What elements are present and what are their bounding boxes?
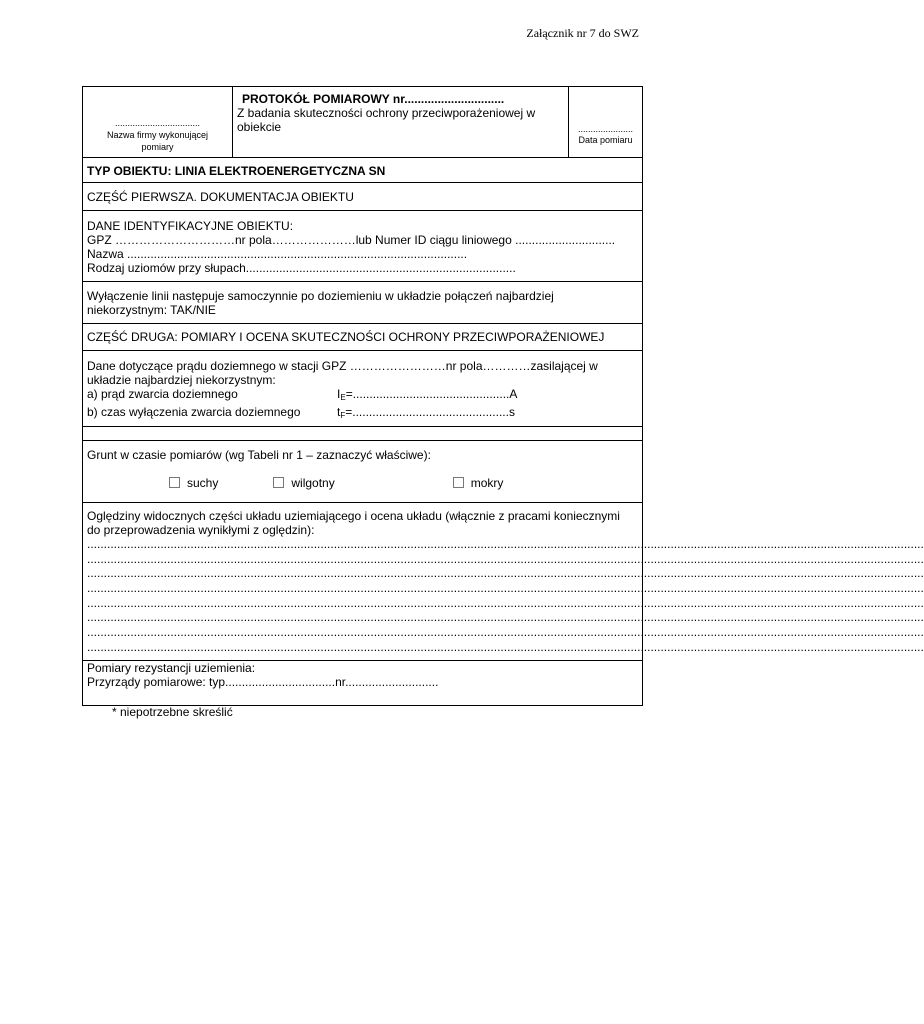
soil-option-moist[interactable]: wilgotny bbox=[273, 476, 334, 490]
name-line: Nazwa ...................................................................................................... bbox=[87, 247, 468, 261]
fault-current-row bbox=[87, 387, 638, 405]
identification-title: DANE IDENTYFIKACYJNE OBIEKTU: bbox=[87, 219, 294, 233]
attachment-label: Załącznik nr 7 do SWZ bbox=[526, 26, 639, 40]
checkbox-icon[interactable] bbox=[273, 477, 284, 488]
inspection-dots: ........................................................................................................................................................................................................................................................... bbox=[87, 610, 924, 625]
identification-section bbox=[83, 211, 642, 282]
earth-fault-section bbox=[83, 351, 642, 427]
disconnect-section bbox=[83, 282, 642, 324]
inspection-section bbox=[83, 503, 924, 661]
firm-dots: .................................. bbox=[114, 118, 201, 128]
checkbox-icon[interactable] bbox=[453, 477, 464, 488]
footnote: * niepotrzebne skreślić bbox=[112, 705, 233, 719]
inspection-dots: ........................................................................................................................................................................................................................................................... bbox=[87, 537, 924, 551]
firm-cell bbox=[83, 87, 233, 157]
spacer-row bbox=[83, 427, 642, 441]
soil-option-wet[interactable]: mokry bbox=[453, 476, 504, 490]
protocol-subtitle-2: obiekcie bbox=[237, 120, 282, 134]
date-dots: ...................... bbox=[577, 124, 633, 134]
measurement-protocol-form bbox=[82, 86, 924, 706]
date-label: Data pomiaru bbox=[578, 135, 633, 145]
inspection-dots: ........................................................................................................................................................................................................................................................... bbox=[87, 595, 924, 610]
inspection-dots: ........................................................................................................................................................................................................................................................... bbox=[87, 566, 924, 581]
date-cell bbox=[569, 87, 642, 157]
form-header bbox=[83, 87, 642, 158]
inspection-dots: ........................................................................................................................................................................................................................................................... bbox=[87, 581, 924, 596]
part-two-heading: CZĘŚĆ DRUGA: POMIARY I OCENA SKUTECZNOŚCI OCHRONY PRZECIWPORAŻENIOWEJ bbox=[83, 324, 642, 351]
fault-current-label: a) prąd zwarcia doziemnego bbox=[87, 387, 238, 401]
soil-options bbox=[87, 476, 638, 490]
protocol-subtitle: Z badania skuteczności ochrony przeciwporażeniowej w bbox=[237, 106, 536, 120]
soil-section bbox=[83, 441, 642, 503]
resistance-line-2: Przyrządy pomiarowe: typ.................................nr............................ bbox=[87, 675, 439, 689]
title-cell bbox=[233, 87, 569, 157]
fault-time-label: b) czas wyłączenia zwarcia doziemnego bbox=[87, 405, 301, 419]
earth-fault-line-2: układzie najbardziej niekorzystnym: bbox=[87, 373, 276, 387]
resistance-line-1: Pomiary rezystancji uziemienia: bbox=[87, 661, 256, 675]
checkbox-icon[interactable] bbox=[169, 477, 180, 488]
inspection-line-1: Oględziny widocznych części układu uziemiającego i ocena układu (włącznie z pracami koniecznymi bbox=[87, 509, 620, 523]
inspection-dots: ........................................................................................................................................................................................................................................................... bbox=[87, 551, 924, 566]
disconnect-line-2: niekorzystnym: TAK/NIE bbox=[87, 303, 216, 317]
fault-time-value: $t_F=...............................................s$ bbox=[337, 405, 515, 420]
part-one-heading: CZĘŚĆ PIERWSZA. DOKUMENTACJA OBIEKTU bbox=[83, 183, 642, 211]
fault-current-value: $I_E=...............................................A$ bbox=[337, 387, 518, 402]
inspection-dots: ........................................................................................................................................................................................................................................................... bbox=[87, 639, 924, 654]
fault-time-row bbox=[87, 405, 638, 423]
soil-option-dry[interactable]: suchy bbox=[169, 476, 218, 490]
soil-title: Grunt w czasie pomiarów (wg Tabeli nr 1 – zaznaczyć właściwe): bbox=[87, 448, 431, 462]
protocol-title: PROTOKÓŁ POMIAROWY nr.............................. bbox=[242, 92, 505, 106]
resistance-section bbox=[83, 661, 642, 705]
object-type: TYP OBIEKTU: LINIA ELEKTROENERGETYCZNA SN bbox=[83, 158, 642, 183]
inspection-line-2: do przeprowadzenia wynikłymi z oględzin): bbox=[87, 523, 315, 537]
disconnect-line-1: Wyłączenie linii następuje samoczynnie po doziemieniu w układzie połączeń najbardziej bbox=[87, 289, 554, 303]
grounding-line: Rodzaj uziomów przy słupach................................................................................. bbox=[87, 261, 516, 275]
firm-label-2: pomiary bbox=[141, 142, 174, 152]
inspection-dots: ........................................................................................................................................................................................................................................................... bbox=[87, 625, 924, 640]
earth-fault-line-1: Dane dotyczące prądu doziemnego w stacji GPZ ……………………nr pola…………zasilającej w bbox=[87, 359, 598, 373]
firm-label: Nazwa firmy wykonującej bbox=[106, 130, 209, 140]
gpz-line: GPZ …………………………nr pola…………………lub Numer ID ciągu liniowego .............................. bbox=[87, 233, 616, 247]
